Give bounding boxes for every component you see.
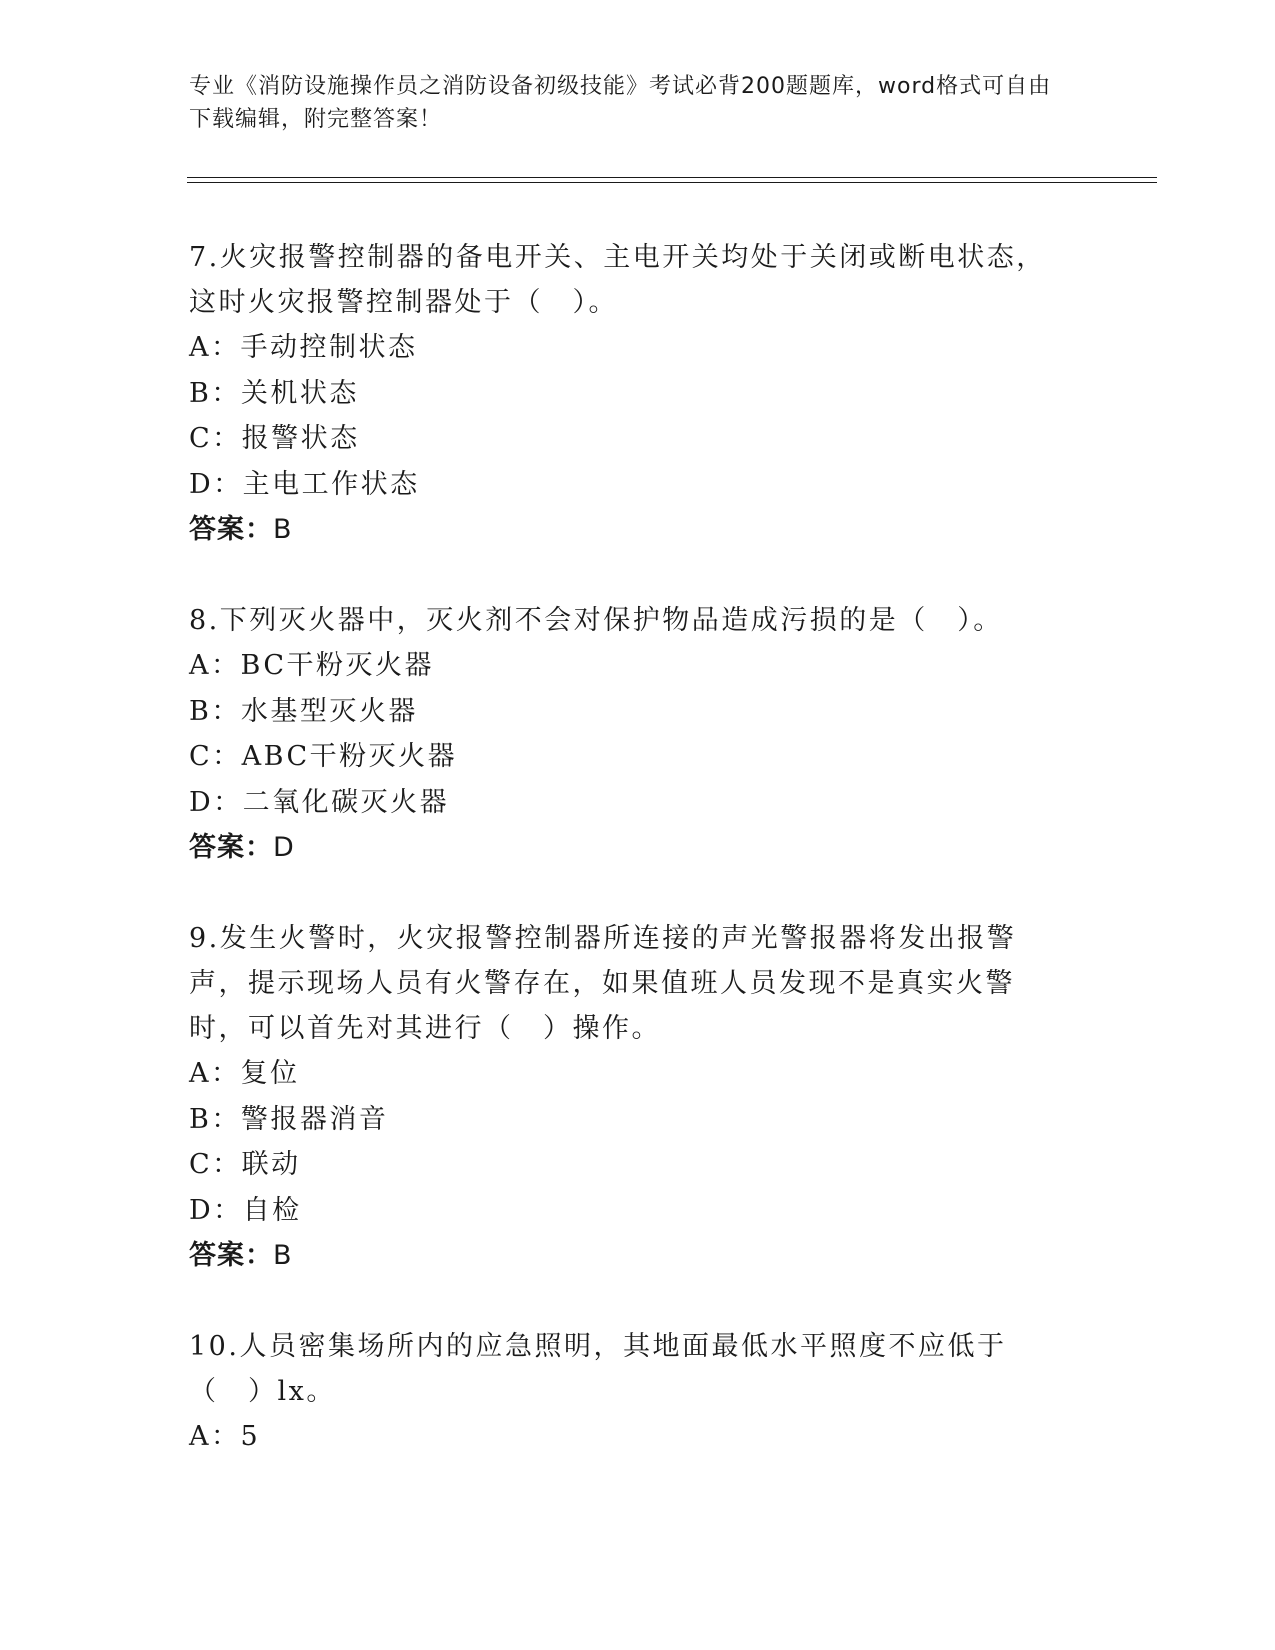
answer-label: 答案：	[189, 514, 273, 545]
question-9	[189, 916, 1069, 1278]
question-stem: 10.人员密集场所内的应急照明，其地面最低水平照度不应低于（ ）lx。	[189, 1331, 1007, 1407]
answer-value: D	[273, 832, 295, 863]
option-b: B：水基型灭火器	[189, 695, 418, 727]
header-divider-bottom	[187, 182, 1157, 183]
question-stem: 7.火灾报警控制器的备电开关、主电开关均处于关闭或断电状态，这时火灾报警控制器处于（ ）。	[189, 242, 1046, 318]
option-c: C：联动	[189, 1149, 301, 1180]
question-stem: 8.下列灭火器中，灭火剂不会对保护物品造成污损的是（ ）。	[189, 605, 1003, 636]
answer-line	[189, 1233, 1069, 1278]
option-c: C：报警状态	[189, 423, 360, 454]
option-a: A：5	[189, 1421, 261, 1452]
option-a: A：手动控制状态	[189, 332, 418, 363]
option-d: D：主电工作状态	[189, 468, 420, 500]
answer-value: B	[273, 1240, 293, 1271]
answer-label: 答案：	[189, 1240, 273, 1271]
option-a: A：复位	[189, 1058, 300, 1089]
answer-line	[189, 825, 1069, 870]
option-a: A：BC干粉灭火器	[189, 650, 434, 681]
header-divider-top	[187, 177, 1157, 178]
question-8	[189, 598, 1069, 870]
option-d: D：二氧化碳灭火器	[189, 786, 450, 818]
option-c: C：ABC干粉灭火器	[189, 741, 458, 772]
option-b: B：关机状态	[189, 377, 359, 409]
question-stem: 9.发生火警时，火灾报警控制器所连接的声光警报器将发出报警声，提示现场人员有火警存在，如果值班人员发现不是真实火警时，可以首先对其进行（ ）操作。	[189, 923, 1017, 1044]
question-7	[189, 235, 1069, 552]
document-header: 专业《消防设施操作员之消防设备初级技能》考试必背200题题库，word格式可自由下载编辑，附完整答案！	[189, 74, 1052, 132]
answer-label: 答案：	[189, 832, 273, 863]
option-b: B：警报器消音	[189, 1103, 389, 1135]
question-list	[189, 235, 1069, 1506]
option-d: D：自检	[189, 1194, 302, 1226]
answer-line	[189, 507, 1069, 552]
question-10	[189, 1324, 1069, 1460]
answer-value: B	[273, 514, 293, 545]
